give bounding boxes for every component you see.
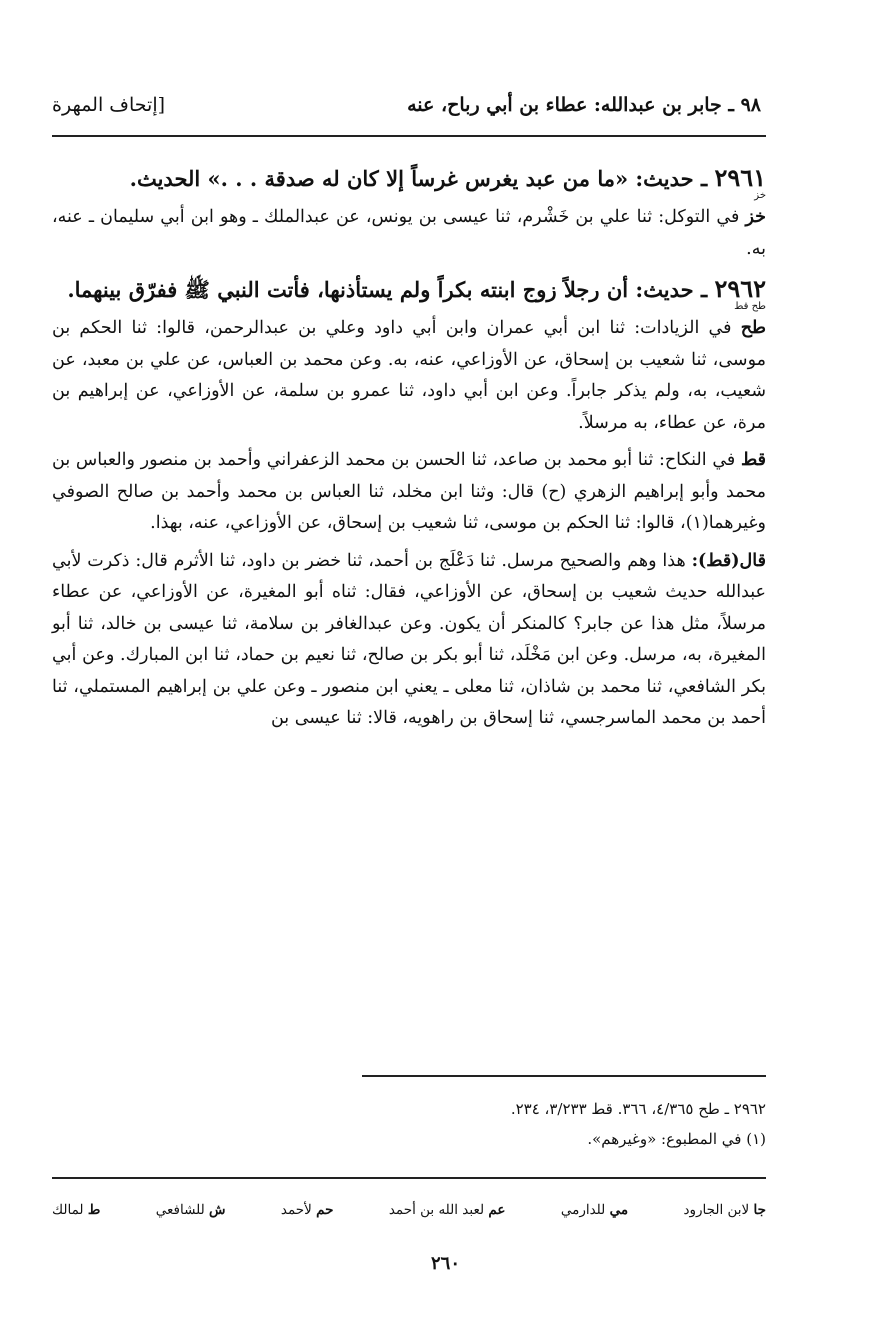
footnotes [266,1094,766,1154]
hadith-entry-2961 [52,160,766,201]
isnad-text: في الزيادات: ثنا ابن أبي عمران وابن أبي داود وعلي بن عبدالرحمن، قالوا: ثنا الحكم بن موسى، ثنا شعيب بن إسحاق، عن الأوزاعي، عنه، به. وعن محمد بن العباس، عن علي بن معبد، عن شعيب، به، ولم يذكر جابراً. وعن ابن أبي داود، ثنا عمرو بن سلمة، عن الأوزاعي، عن إبراهيم بن مرة، عن عطاء، به مرسلاً. [52,318,766,433]
hadith-text: ـ حديث: أن رجلاً زوج ابنته بكراً ولم يستأذنها، فأتت النبي ﷺ ففرّق بينهما. [67,277,708,302]
abbreviation-legend [52,1197,766,1223]
book-title: [إتحاف المهرة [52,94,166,116]
source-abbr: خز [745,207,766,227]
isnad-text: في التوكل: ثنا علي بن خَشْرم، ثنا عيسى بن يونس، عن عبدالملك ـ وهو ابن أبي سليمان ـ عنه، به. [52,207,766,259]
legend-item: ط لمالك [52,1202,101,1218]
legend-item: ش للشافعي [155,1202,226,1218]
legend-rule [52,1177,766,1179]
chapter-title: ٩٨ ـ جابر بن عبدالله: عطاء بن أبي رباح، عنه [407,94,761,116]
legend-item: جا لابن الجارود [683,1202,766,1218]
legend-item: عم لعبد الله بن أحمد [388,1202,506,1218]
source-abbr: قط [741,450,766,470]
legend-item: مي للدارمي [560,1202,629,1218]
source-codes: طح قط [734,301,766,312]
main-text [52,160,766,741]
isnad-paragraph [52,445,766,540]
source-codes: خز [754,190,766,201]
isnad-text: هذا وهم والصحيح مرسل. ثنا دَعْلَج بن أحمد، ثنا خضر بن داود، ثنا الأثرم قال: ذكرت لأبي عبدالله حديث شعيب بن إسحاق، عن الأوزاعي، فقال: ثناه أبو المغيرة، عن الأوزاعي، عن عطاء مرسلاً، مثل هذا عن جابر؟ كالمنكر أن يكون. وعن عبدالغافر بن سلامة، ثنا عيسى بن خالد، ثنا أبو المغيرة، به، مرسل. وعن ابن مَخْلَد، ثنا أبو بكر بن صالح، ثنا نعيم بن حماد، ثنا ابن المبارك. وعن أبي بكر الشافعي، ثنا محمد بن شاذان، ثنا معلى ـ يعني ابن منصور ـ وعن علي بن إبراهيم المستملي، ثنا أحمد بن محمد الماسرجسي، ثنا إسحاق بن راهويه، قالا: ثنا عيسى بن [52,550,766,728]
running-header [52,88,761,122]
footnote-rule [362,1075,766,1077]
footnote-1: (١) في المطبوع: «وغيرهم». [587,1130,766,1148]
isnad-text: في النكاح: ثنا أبو محمد بن صاعد، ثنا الحسن بن محمد الزعفراني وأحمد بن منصور والعباس بن محمد وأبو إبراهيم الزهري (ح) قال: وثنا ابن مخلد، ثنا العباس بن محمد وأحمد بن صالح الصوفي وغيرهما(١)، قالوا: ثنا الحكم بن موسى، ثنا شعيب بن إسحاق، عن الأوزاعي، عنه، بهذا. [52,450,766,533]
hadith-number: ٢٩٦١ [714,163,766,192]
page-number: ٢٦٠ [430,1253,460,1274]
isnad-paragraph [52,546,766,735]
hadith-text: ـ حديث: «ما من عبد يغرس غرساً إلا كان له صدقة . . .» الحديث. [129,166,708,191]
hadith-entry-2962 [52,271,766,312]
isnad-paragraph [52,202,766,265]
isnad-paragraph [52,313,766,439]
header-rule [52,135,766,137]
footnote-references: ٢٩٦٢ ـ طح ٤/٣٦٥، ٣٦٦. قط ٣/٢٣٣، ٢٣٤. [510,1100,766,1118]
source-abbr: قال(قط): [691,550,766,571]
legend-item: حم لأحمد [280,1202,334,1218]
hadith-number: ٢٩٦٢ [714,274,766,303]
source-abbr: طح [740,318,766,338]
